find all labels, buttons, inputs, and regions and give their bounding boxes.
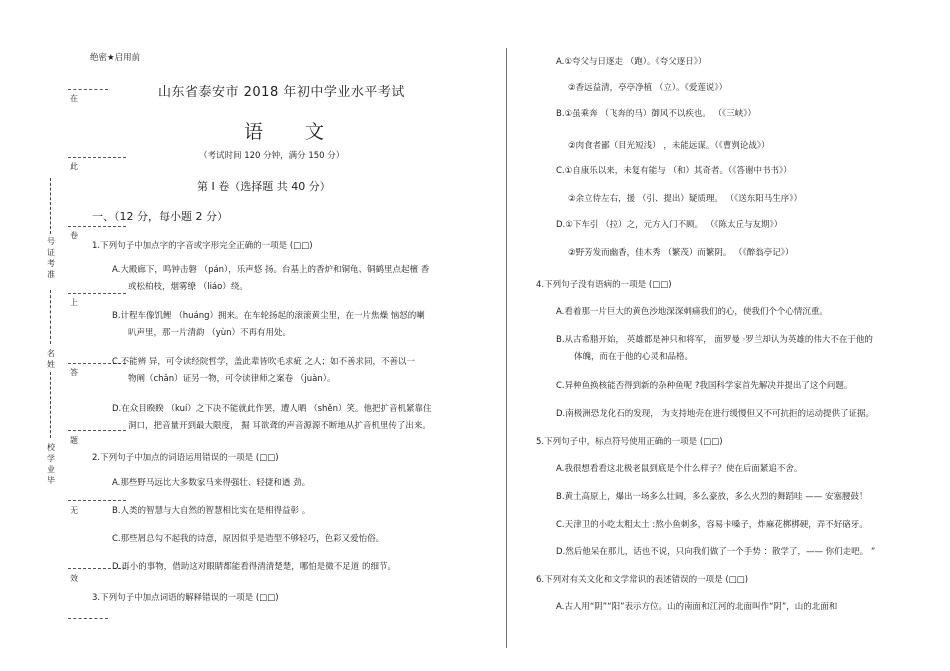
- margin-word: 题: [70, 436, 78, 445]
- margin-word: 此: [70, 162, 78, 171]
- question-1: 1.下列句子中加点字的字音或字形完全正确的一项是 (□□): [92, 241, 313, 251]
- margin-dash: [68, 500, 126, 501]
- question-3: 3.下列句子中加点词语的解释错误的一项是 (□□): [92, 593, 279, 603]
- question-4: 4.下列句子没有语病的一项是 (□□): [536, 280, 672, 290]
- q4-option-b-cont: 体魄，而在于他的心灵和品格。: [574, 352, 694, 362]
- q3-option-c-2: ②余立侍左右，援 （引、提出）疑质理。 （《送东阳马生序》）: [568, 194, 803, 204]
- margin-dash: [68, 226, 126, 227]
- q1-option-d-cont: 洞口，把音量开到最大限度， 掘 耳欲聋的声音源源不断地从扩音机里传了出来。: [128, 421, 431, 431]
- margin-word: 在: [70, 94, 78, 103]
- q1-option-a-cont: 或松柏枝，烟雾缭 （liáo）绕。: [128, 282, 248, 292]
- q1-option-d: D.在众目睽睽 （kuí）之下决不能就此作罢，遭人晒 （shěn）笑。他把扩音机紧靠住: [112, 404, 432, 414]
- margin-fill-line: [50, 290, 51, 344]
- q1-option-a: A.大殿廊下，鸣钟击磐 （pán），乐声悠 扬。台基上的香炉和铜龟、铜鹤里点起檀 香: [112, 265, 430, 275]
- margin-dash: [68, 89, 108, 90]
- q2-option-a: A.那些野马远比大多数家马来得强壮、轻捷和遒 劲。: [112, 478, 311, 488]
- q3-option-a-2: ②香远益清，亭亭净植 （立）。《爱莲说》）: [568, 83, 728, 93]
- margin-word: 效: [70, 574, 78, 583]
- q2-option-d: D.再小的事物，借助这对眼睛都能看得清清楚楚，哪怕是微不足道 的细节。: [112, 562, 396, 572]
- q5-option-c: C.天津卫的小吃太粗太土 :熬小鱼刺多，容易卡嗓子，炸麻花梆梆硬，弄不好硌牙。: [556, 520, 868, 530]
- margin-dash: [68, 618, 108, 619]
- q6-option-a: A.古人用“阴”“阳”表示方位。山的南面和江河的北面叫作“阴”，山的北面和: [556, 602, 838, 612]
- q5-option-a: A.我很想看看这北极老鼠到底是个什么样子？使在后面紧追不舍。: [556, 464, 803, 474]
- q1-option-b-cont: 叭声里，那一片清韵 （yùn）不再有用处。: [128, 328, 292, 338]
- name-field: 名姓: [47, 349, 55, 369]
- question-5: 5.下列句子中，标点符号使用正确的一项是 (□□): [536, 437, 723, 447]
- margin-fill-line: [50, 372, 51, 438]
- q4-option-c: C.异种鱼换核能否得到新的杂种鱼呢 ?我国科学家首先解决并提出了这个问题。: [556, 381, 853, 391]
- question-2: 2.下列句子中加点的词语运用错误的一项是 (□□): [92, 453, 279, 463]
- part-title: 第 Ⅰ 卷（选择题 共 40 分）: [197, 180, 331, 193]
- q3-option-b: B.①虽乘奔 （飞奔的马）御风不以疾也。 （《三峡》）: [556, 109, 757, 119]
- q5-option-b: B.黄土高原上，爆出一场多么壮阔，多么豪放，多么火烈的舞蹈哇 —— 安塞腰鼓！: [556, 492, 868, 502]
- margin-dash: [68, 293, 126, 294]
- margin-word: 上: [70, 298, 78, 307]
- q4-option-a: A.看着那一片巨大的黄色沙地深深刺痛我们的心，使我们个个心情沉重。: [556, 307, 828, 317]
- margin-word: 无: [70, 506, 78, 515]
- confidential-label: 绝密★启用前: [90, 53, 141, 63]
- q2-option-c: C.那些屑总勾不起我的诗意，原因似乎是造型不够轻巧，色彩又爱怡俗。: [112, 534, 385, 544]
- q2-option-b: B.人类的智慧与大自然的智慧相比实在是相得益彰 。: [112, 506, 311, 516]
- exam-number-field: 号证考准: [47, 237, 55, 279]
- q1-option-c-cont: 物阐（chǎn）证另一物，可令读律师之案卷 （juàn）。: [128, 374, 336, 384]
- margin-dash: [68, 157, 126, 158]
- margin-word: 答: [70, 368, 78, 377]
- margin-dash: [68, 430, 126, 431]
- question-6: 6.下列对有关文化和文学常识的表述错误的一项是 (□□): [536, 575, 749, 585]
- exam-info: （考试时间 120 分钟，满分 150 分）: [199, 151, 345, 161]
- column-divider: [506, 48, 507, 648]
- margin-word: 卷: [70, 231, 78, 240]
- margin-fill-line: [50, 178, 51, 234]
- q3-option-c: C.①自康乐以来，未复有能与 （和）其奇者。（《答谢中书书》）: [556, 166, 792, 176]
- q3-option-b-2: ②肉食者鄙（目光短浅） ，未能远谋。（《曹刿论战》）: [568, 141, 770, 151]
- q4-option-d: D.南极洲恐龙化石的发现， 为支持地壳在进行缓慢但又不可抗拒的运动提供了证据。: [556, 409, 874, 419]
- q4-option-b: B.从古希腊开始， 英雄都是神只和将军， 面罗曼 ·罗兰却认为英雄的伟大不在于他的: [556, 335, 873, 345]
- exam-title: 山东省泰安市 2018 年初中学业水平考试: [158, 85, 405, 100]
- q3-option-d: D.①下车引 （拉）之，元方入门不顾。 （《陈太丘与友期》）: [556, 220, 783, 230]
- q1-option-c: C.不能辨 异，可令读经院哲学，盖此辈皆吹毛求疵 之人；如不善求同，不善以一: [112, 357, 416, 367]
- q1-option-b: B.计程车像饥鲤 （huáng）拥来。在车轮扬起的滚滚黄尘里，在一片焦燥 恼怒的喇: [112, 311, 425, 321]
- q3-option-a: A.①夸父与日逐走 （跑）。《夸父逐日》）: [556, 57, 707, 67]
- subject-title: 语 文: [244, 121, 343, 143]
- q3-option-d-2: ②野芳发而幽香，佳木秀 （繁茂）而繁阴。 （《醉翁亭记》）: [568, 248, 794, 258]
- school-field: 校学业毕: [47, 443, 55, 485]
- q5-option-d: D.然后他呆在那儿，话也不说，只向我们做了一个手势 ：散学了，—— 你们走吧。 ”: [556, 547, 876, 557]
- section-heading: 一、（12 分，每小题 2 分）: [92, 210, 228, 223]
